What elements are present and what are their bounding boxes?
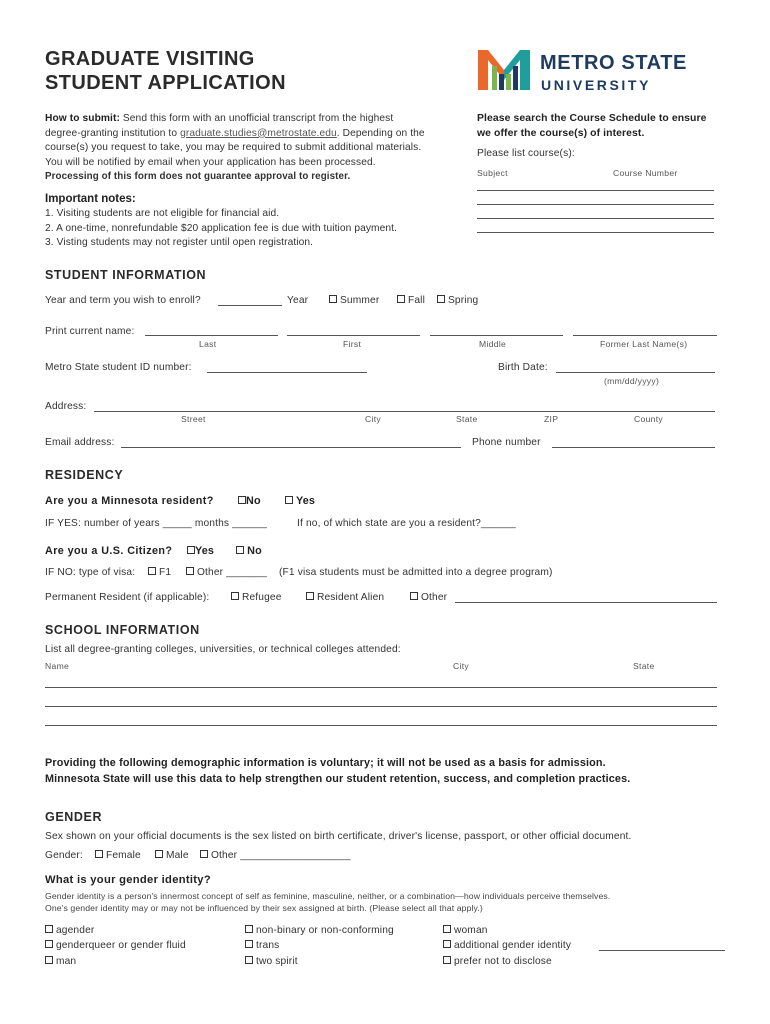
- us-citizen-question: Are you a U.S. Citizen?: [45, 545, 173, 557]
- phone-input[interactable]: [552, 447, 715, 448]
- gender-label: Gender:: [45, 850, 83, 861]
- birth-format-caption: (mm/dd/yyyy): [604, 376, 660, 386]
- gender-identity-title: What is your gender identity?: [45, 874, 211, 886]
- female-option[interactable]: [95, 850, 141, 861]
- female-checkbox[interactable]: [95, 850, 103, 858]
- birth-date-input[interactable]: [556, 372, 715, 373]
- logo-text-top: METRO STATE: [540, 52, 687, 74]
- additional-identity-checkbox[interactable]: [443, 940, 451, 948]
- visa-other-label: Other _______: [196, 567, 267, 578]
- two-spirit-label: two spirit: [255, 956, 298, 967]
- refugee-label: Refugee: [241, 592, 282, 603]
- note-1: 1. Visiting students are not eligible for financial aid.: [45, 208, 280, 219]
- demographic-notice: [45, 756, 630, 787]
- gender-other-checkbox[interactable]: [200, 850, 208, 858]
- refugee-option[interactable]: [231, 592, 282, 603]
- gender-identity-note-1: Gender identity is a person's innermost concept of self as feminine, masculine, neither, or a combination—how individuals perceive themselves.: [45, 891, 611, 901]
- us-yes-checkbox[interactable]: [187, 546, 195, 554]
- agender-option[interactable]: [45, 925, 94, 936]
- gender-other-option[interactable]: [200, 850, 351, 861]
- spring-option[interactable]: [437, 295, 478, 306]
- us-no-checkbox[interactable]: [236, 546, 244, 554]
- course-subject-label: Subject: [477, 168, 508, 178]
- school-line-1[interactable]: [45, 687, 717, 688]
- school-line-2[interactable]: [45, 706, 717, 707]
- last-name-input[interactable]: [145, 335, 278, 336]
- mn-no-label: No: [246, 495, 261, 507]
- fall-label: Fall: [407, 295, 425, 306]
- course-line-3[interactable]: [477, 218, 714, 219]
- sex-note: Sex shown on your official documents is the sex listed on birth certificate, driver's license, passport, or other official document.: [45, 831, 632, 842]
- man-checkbox[interactable]: [45, 956, 53, 964]
- street-caption: Street: [181, 414, 206, 424]
- trans-label: trans: [255, 940, 280, 951]
- notes-list: [45, 207, 397, 251]
- trans-option[interactable]: [245, 940, 279, 951]
- genderqueer-label: genderqueer or gender fluid: [55, 940, 186, 951]
- perm-other-option[interactable]: [410, 592, 447, 603]
- summer-checkbox[interactable]: [329, 295, 337, 303]
- middle-caption: Middle: [479, 339, 507, 349]
- school-city-caption: City: [453, 661, 469, 671]
- woman-checkbox[interactable]: [443, 925, 451, 933]
- form-title: [45, 47, 286, 95]
- submit-text-5: Processing of this form does not guarantee approval to register.: [45, 171, 351, 182]
- gender-heading: GENDER: [45, 810, 103, 824]
- course-line-2[interactable]: [477, 204, 714, 205]
- resident-alien-checkbox[interactable]: [306, 592, 314, 600]
- submit-label: How to submit:: [45, 113, 120, 124]
- genderqueer-checkbox[interactable]: [45, 940, 53, 948]
- resident-alien-label: Resident Alien: [316, 592, 385, 603]
- two-spirit-option[interactable]: [245, 956, 298, 967]
- school-list-label: List all degree-granting colleges, universities, or technical colleges attended:: [45, 644, 401, 655]
- non-binary-checkbox[interactable]: [245, 925, 253, 933]
- woman-label: woman: [453, 925, 488, 936]
- visa-other-checkbox[interactable]: [186, 567, 194, 575]
- agender-checkbox[interactable]: [45, 925, 53, 933]
- student-id-input[interactable]: [207, 372, 367, 373]
- perm-other-input[interactable]: [455, 602, 717, 603]
- f1-option[interactable]: [148, 567, 171, 578]
- submit-email-link[interactable]: graduate.studies@metrostate.edu: [180, 127, 337, 139]
- year-term-label: Year and term you wish to enroll?: [45, 295, 201, 306]
- notes-title: Important notes:: [45, 193, 136, 205]
- man-label: man: [55, 956, 77, 967]
- male-checkbox[interactable]: [155, 850, 163, 858]
- demographic-line-1: Providing the following demographic information is voluntary; it will not be used as a basis for admission.: [45, 757, 606, 769]
- us-no-label: No: [247, 545, 262, 557]
- summer-label: Summer: [339, 295, 380, 306]
- email-label: Email address:: [45, 437, 115, 448]
- spring-checkbox[interactable]: [437, 295, 445, 303]
- trans-checkbox[interactable]: [245, 940, 253, 948]
- us-yes-label: Yes: [195, 545, 215, 557]
- student-id-label: Metro State student ID number:: [45, 362, 192, 373]
- gender-identity-note-2: One's gender identity may or may not be influenced by their sex assigned at birth. (Please select all that apply.): [45, 903, 483, 913]
- mn-yes-option[interactable]: [285, 495, 315, 507]
- perm-other-label: Other: [420, 592, 448, 603]
- mn-no-checkbox[interactable]: [238, 496, 246, 504]
- university-logo-icon: [474, 44, 534, 92]
- course-list-label: Please list course(s):: [477, 148, 575, 159]
- f1-checkbox[interactable]: [148, 567, 156, 575]
- address-label: Address:: [45, 401, 87, 412]
- prefer-not-checkbox[interactable]: [443, 956, 451, 964]
- course-number-label: Course Number: [613, 168, 678, 178]
- school-info-heading: SCHOOL INFORMATION: [45, 623, 200, 637]
- submit-text-3: course(s) you request to take, you may be required to submit additional materials.: [45, 142, 422, 153]
- middle-name-input[interactable]: [430, 335, 563, 336]
- summer-option[interactable]: [329, 295, 379, 306]
- visa-type-label: IF NO: type of visa:: [45, 567, 136, 578]
- woman-option[interactable]: [443, 925, 488, 936]
- f1-label: F1: [158, 567, 172, 578]
- fall-option[interactable]: [397, 295, 425, 306]
- additional-identity-option[interactable]: [443, 940, 571, 951]
- additional-identity-label: additional gender identity: [453, 940, 572, 951]
- last-caption: Last: [199, 339, 217, 349]
- man-option[interactable]: [45, 956, 76, 967]
- if-yes-years: IF YES: number of years _____ months ______: [45, 518, 268, 529]
- prefer-not-option[interactable]: [443, 956, 552, 967]
- visa-other-option[interactable]: [186, 567, 267, 578]
- city-caption: City: [365, 414, 381, 424]
- title-line-2: STUDENT APPLICATION: [45, 72, 286, 94]
- us-yes-option[interactable]: [187, 545, 214, 557]
- genderqueer-option[interactable]: [45, 940, 186, 951]
- mn-no-option[interactable]: [238, 495, 261, 507]
- course-line-4[interactable]: [477, 232, 714, 233]
- agender-label: agender: [55, 925, 95, 936]
- fall-checkbox[interactable]: [397, 295, 405, 303]
- title-line-1: GRADUATE VISITING: [45, 48, 255, 70]
- former-caption: Former Last Name(s): [600, 339, 688, 349]
- mn-yes-label: Yes: [295, 495, 316, 507]
- f1-note: (F1 visa students must be admitted into a degree program): [279, 567, 553, 578]
- first-name-input[interactable]: [287, 335, 420, 336]
- mn-yes-checkbox[interactable]: [285, 496, 293, 504]
- mn-resident-question: Are you a Minnesota resident?: [45, 495, 214, 507]
- course-line-1[interactable]: [477, 190, 714, 191]
- school-line-3[interactable]: [45, 725, 717, 726]
- demographic-line-2: Minnesota State will use this data to help strengthen our student retention, success, and completion practices.: [45, 772, 631, 785]
- additional-identity-input[interactable]: [599, 950, 725, 951]
- school-name-caption: Name: [45, 661, 70, 671]
- residency-heading: RESIDENCY: [45, 468, 124, 482]
- non-binary-label: non-binary or non-conforming: [255, 925, 394, 936]
- gender-other-label: Other ___________________: [210, 850, 351, 861]
- address-input[interactable]: [94, 411, 715, 412]
- perm-resident-label: Permanent Resident (if applicable):: [45, 592, 210, 603]
- year-label: Year: [287, 295, 309, 306]
- non-binary-option[interactable]: [245, 925, 394, 936]
- male-option[interactable]: [155, 850, 189, 861]
- if-no-state: If no, of which state are you a resident?______: [297, 518, 516, 529]
- phone-label: Phone number: [472, 437, 541, 448]
- submit-text-2b: . Depending on the: [336, 127, 425, 139]
- submit-text-4: You will be notified by email when your application has been processed.: [45, 156, 376, 168]
- prefer-not-label: prefer not to disclose: [453, 956, 552, 967]
- student-info-heading: STUDENT INFORMATION: [45, 268, 207, 282]
- submit-text-1: Send this form with an unofficial transcript from the highest: [119, 113, 394, 124]
- perm-other-checkbox[interactable]: [410, 592, 418, 600]
- first-caption: First: [343, 339, 362, 349]
- course-head-2: we offer the course(s) of interest.: [477, 127, 645, 139]
- email-input[interactable]: [121, 447, 461, 448]
- submit-text-2a: degree-granting institution to: [45, 127, 181, 139]
- spring-label: Spring: [447, 295, 479, 306]
- two-spirit-checkbox[interactable]: [245, 956, 253, 964]
- logo-text-bottom: UNIVERSITY: [541, 77, 652, 93]
- submit-instructions: [45, 112, 465, 185]
- former-name-input[interactable]: [573, 335, 717, 336]
- state-caption: State: [456, 414, 478, 424]
- county-caption: County: [634, 414, 664, 424]
- zip-caption: ZIP: [544, 414, 559, 424]
- refugee-checkbox[interactable]: [231, 592, 239, 600]
- note-3: 3. Visting students may not register until open registration.: [45, 237, 314, 248]
- birth-date-label: Birth Date:: [498, 362, 548, 373]
- course-schedule-heading: [477, 112, 707, 141]
- female-label: Female: [105, 850, 141, 861]
- course-head-1: Please search the Course Schedule to ensure: [477, 113, 707, 124]
- male-label: Male: [165, 850, 189, 861]
- school-state-caption: State: [633, 661, 655, 671]
- note-2: 2. A one-time, nonrefundable $20 application fee is due with tuition payment.: [45, 222, 398, 234]
- year-input[interactable]: [218, 305, 282, 306]
- us-no-option[interactable]: [236, 545, 262, 557]
- name-label: Print current name:: [45, 326, 135, 337]
- resident-alien-option[interactable]: [306, 592, 384, 603]
